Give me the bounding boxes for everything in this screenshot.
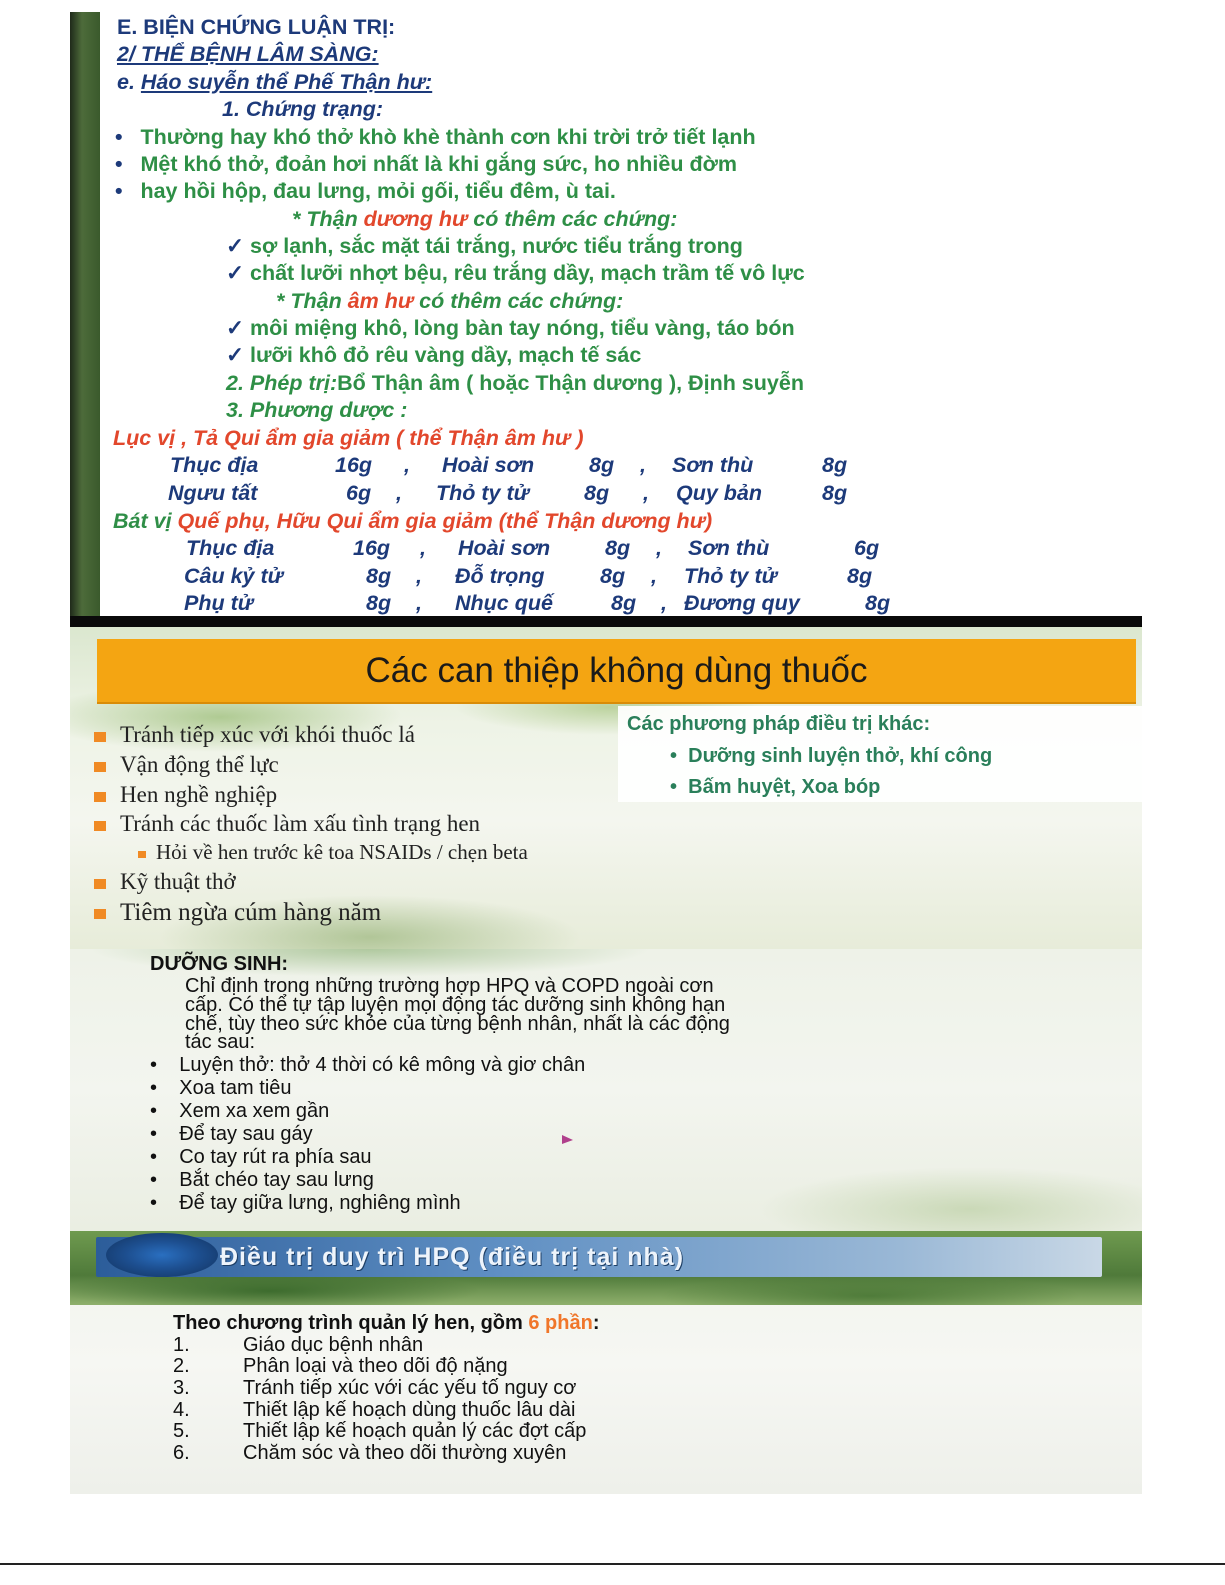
program-item: 3. Tránh tiếp xúc với các yếu tố nguy cơ [173, 1377, 577, 1399]
bullet-square-icon [94, 732, 106, 742]
drug-name: Sơn thù [688, 536, 770, 560]
separator: , [416, 564, 422, 588]
yang-deficiency-heading: * Thận dương hư có thêm các chứng: [292, 207, 678, 231]
slide-bien-chung [70, 0, 1142, 627]
symptom-item: • hay hồi hộp, đau lưng, mỏi gối, tiểu đêm, ù tai. [115, 179, 616, 203]
medicine-title: 3. Phương dược : [226, 398, 408, 422]
drug-name: Đương quy [684, 591, 800, 615]
drug-name: Thục địa [170, 453, 259, 477]
yang-item: ✓ chất lưỡi nhợt bệu, rêu trắng dầy, mạch trầm tế vô lực [226, 261, 805, 285]
program-item: 4. Thiết lập kế hoạch dùng thuốc lâu dài [173, 1399, 576, 1421]
bullet-square-icon [138, 851, 146, 858]
treatment-line: 2. Phép trị:Bổ Thận âm ( hoặc Thận dương ), Định suyễn [226, 371, 804, 395]
separator: , [396, 481, 402, 505]
yin-deficiency-heading: * Thận âm hư có thêm các chứng: [276, 289, 624, 313]
slide4-title: Điều trị duy trì HPQ (điều trị tại nhà) [220, 1243, 685, 1271]
slide-non-drug-interventions [70, 627, 1142, 949]
drug-name: Đỗ trọng [455, 564, 545, 588]
drug-name: Thỏ ty tử [684, 564, 777, 588]
separator: , [661, 591, 667, 615]
drug-dose: 8g [822, 481, 848, 505]
intervention-item: Tránh tiếp xúc với khói thuốc lá [94, 722, 415, 748]
slide-maintenance-treatment [70, 1231, 1142, 1494]
intervention-item: Hen nghề nghiệp [94, 782, 277, 808]
title-banner [97, 639, 1136, 704]
other-therapies-title: Các phương pháp điều trị khác: [627, 713, 931, 735]
paragraph-line: cấp. Có thể tự tập luyện mọi động tác dưỡng sinh không hạn [185, 994, 726, 1016]
yin-item: ✓ môi miệng khô, lòng bàn tay nóng, tiểu vàng, táo bón [226, 316, 795, 340]
program-item: 2. Phân loại và theo dõi độ nặng [173, 1355, 508, 1377]
drug-dose: 8g [822, 453, 848, 477]
slide1-subheading: 2/ THỂ BỆNH LÂM SÀNG: [117, 42, 379, 66]
exercise-item: • Để tay giữa lưng, nghiêng mình [150, 1192, 461, 1214]
drug-dose: 8g [865, 591, 891, 615]
drug-name: Thục địa [186, 536, 275, 560]
intervention-item: Tránh các thuốc làm xấu tình trạng hen [94, 811, 480, 837]
yang-item: ✓ sợ lạnh, sắc mặt tái trắng, nước tiểu trắng trong [226, 234, 743, 258]
drug-dose: 16g [335, 453, 373, 477]
separator: , [651, 564, 657, 588]
intervention-item: Tiêm ngừa cúm hàng năm [94, 899, 381, 927]
paragraph-line: chế, tùy theo sức khỏe của từng bệnh nhân, nhất là các động [185, 1013, 730, 1035]
separator: , [416, 591, 422, 615]
exercise-item: • Bắt chéo tay sau lưng [150, 1169, 374, 1191]
slide4-intro: Theo chương trình quản lý hen, gồm 6 phần: [173, 1312, 600, 1334]
drug-name: Quy bản [676, 481, 763, 505]
separator: , [656, 536, 662, 560]
drug-name: Hoài sơn [442, 453, 535, 477]
program-item: 1. Giáo dục bệnh nhân [173, 1334, 424, 1356]
exercise-item: • Luyện thở: thở 4 thời có kê mông và giơ chân [150, 1054, 586, 1076]
exercise-item: • Để tay sau gáy [150, 1123, 313, 1145]
symptoms-title: 1. Chứng trạng: [222, 97, 384, 121]
drug-dose: 8g [611, 591, 637, 615]
drug-dose: 6g [854, 536, 880, 560]
slide2-title: Các can thiệp không dùng thuốc [365, 651, 868, 690]
drug-dose: 8g [366, 591, 392, 615]
bullet-square-icon [94, 821, 106, 831]
slide-duong-sinh [70, 949, 1142, 1231]
slide-side-bar [70, 12, 100, 616]
drug-name: Phụ tử [184, 591, 254, 615]
bullet-square-icon [94, 762, 106, 772]
drug-dose: 8g [366, 564, 392, 588]
formula2-title: Bát vị Quế phụ, Hữu Qui ẩm gia giảm (thể Thận dương hư) [113, 509, 713, 533]
slide1-section-title: e. Háo suyễn thể Phế Thận hư: [117, 70, 433, 94]
program-item: 6. Chăm sóc và theo dõi thường xuyên [173, 1442, 567, 1464]
exercise-item: • Xem xa xem gần [150, 1100, 330, 1122]
page-bottom-rule [0, 1563, 1225, 1565]
slide1-heading: E. BIỆN CHỨNG LUẬN TRỊ: [117, 15, 396, 39]
symptom-item: • Thường hay khó thở khò khè thành cơn khi trời trở tiết lạnh [115, 125, 756, 149]
drug-dose: 8g [584, 481, 610, 505]
intervention-item: Kỹ thuật thở [94, 869, 236, 895]
drug-dose: 8g [847, 564, 873, 588]
slide-bottom-bar [70, 616, 1142, 627]
other-therapy-item: • Bấm huyệt, Xoa bóp [670, 776, 881, 798]
drug-name: Hoài sơn [458, 536, 551, 560]
drug-name: Ngưu tất [168, 481, 258, 505]
exercise-item: • Co tay rút ra phía sau [150, 1146, 372, 1168]
drug-dose: 16g [353, 536, 391, 560]
title-banner [70, 1231, 1142, 1305]
drug-name: Sơn thù [672, 453, 754, 477]
drug-name: Nhục quế [455, 591, 553, 615]
slide3-title: DƯỠNG SINH: [150, 953, 289, 975]
bullet-square-icon [94, 879, 106, 889]
program-item: 5. Thiết lập kế hoạch quản lý các đợt cấp [173, 1420, 587, 1442]
paragraph-line: tác sau: [185, 1031, 256, 1053]
yin-item: ✓ lưỡi khô đỏ rêu vàng dầy, mạch tế sác [226, 343, 642, 367]
paragraph-line: Chỉ định trong những trường hợp HPQ và COPD ngoài cơn [185, 975, 714, 997]
drug-dose: 8g [605, 536, 631, 560]
separator: , [643, 481, 649, 505]
drug-dose: 8g [589, 453, 615, 477]
cursor-arrow-icon [562, 1135, 574, 1145]
bullet-square-icon [94, 792, 106, 802]
separator: , [640, 453, 646, 477]
exercise-item: • Xoa tam tiêu [150, 1077, 292, 1099]
drug-name: Câu kỷ tử [184, 564, 283, 588]
drug-dose: 6g [346, 481, 372, 505]
bullet-square-icon [94, 909, 106, 919]
symptom-item: • Mệt khó thở, đoản hơi nhất là khi gắng sức, ho nhiều đờm [115, 152, 738, 176]
separator: , [404, 453, 410, 477]
intervention-subitem: Hỏi về hen trước kê toa NSAIDs / chẹn beta [138, 840, 528, 865]
drug-name: Thỏ ty tử [436, 481, 529, 505]
separator: , [420, 536, 426, 560]
lungs-logo-icon [106, 1233, 218, 1277]
formula1-title: Lục vị , Tả Qui ẩm gia giảm ( thể Thận âm hư ) [113, 426, 584, 450]
other-therapy-item: • Dưỡng sinh luyện thở, khí công [670, 745, 993, 767]
drug-dose: 8g [600, 564, 626, 588]
intervention-item: Vận động thể lực [94, 752, 279, 778]
